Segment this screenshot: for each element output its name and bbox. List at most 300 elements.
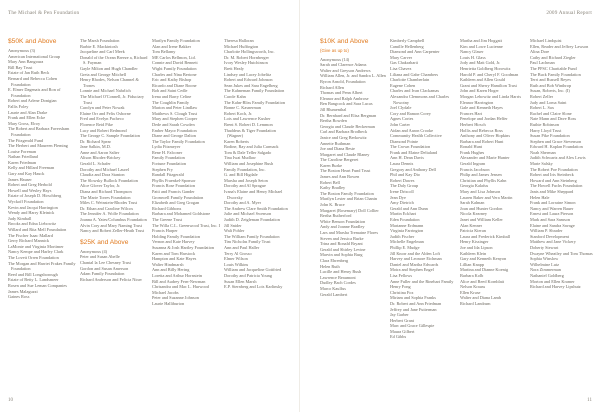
donor-entry: Anonymous (4) bbox=[80, 248, 108, 254]
donor-entry: Jacqueline and Carl Meek bbox=[80, 49, 125, 55]
donor-entry: Jane Salkin, M.D. bbox=[80, 144, 111, 150]
donor-entry: Herbert Hirsch bbox=[460, 121, 486, 127]
donor-entry: Dede and Sarah Cowden bbox=[152, 121, 195, 127]
donor-entry: Howard and Ann Steinberg bbox=[530, 177, 577, 183]
donor-entry: Jeffrey and Jane Futterman bbox=[390, 306, 437, 312]
donor-entry: Gerald and Ann Dunn bbox=[390, 205, 428, 211]
donor-entry: The Fischer Isaac Mallard bbox=[8, 232, 53, 238]
donor-entry: Diana and Richard Thompson bbox=[80, 189, 132, 195]
donor-entry: Chantal la Lee Chesney Trust bbox=[80, 259, 131, 265]
donor-entry: Francis Jacobson bbox=[460, 166, 490, 172]
donor-entry: Jill Blumenthal bbox=[320, 106, 347, 112]
donor-entry: Ronald Hunt bbox=[460, 144, 483, 150]
donor-entry: The Crown Foundation bbox=[390, 144, 431, 150]
donor-entry: Gerald L. Schafer bbox=[80, 161, 111, 167]
donor-entry: Lillian Knapp bbox=[460, 261, 484, 267]
donor-entry: Gerald Ingram bbox=[460, 161, 486, 167]
donor-entry: Lydia Fitzmeyer bbox=[152, 144, 181, 150]
donor-entry: Walter and Greyson Andrews bbox=[320, 67, 371, 73]
donor-entry: Dorothy and Michael Laurel bbox=[80, 166, 130, 172]
donor-entry: Georgia and Claude Beckerman bbox=[320, 123, 375, 129]
donor-entry: Anonymous (3) bbox=[8, 48, 36, 53]
donor-entry: Ben Bangcock and Sara Lucas bbox=[320, 101, 373, 107]
donor-entry: Rene H. Falconer bbox=[152, 149, 183, 155]
folio-left: 10 bbox=[8, 398, 13, 403]
donor-entry: Rosen and Sue Leman Companies bbox=[8, 282, 67, 288]
donor-entry: Aidan and Aaron Crooke bbox=[390, 127, 434, 133]
donor-entry: Michael Jacobs bbox=[152, 289, 179, 295]
donor-entry: Donald of the Ocean Breeze a, Richard S. Fayman bbox=[80, 54, 148, 66]
donor-entry: Anne and Aaron Salter bbox=[80, 149, 120, 155]
donor-entry: Tina Iwai Mudlaw bbox=[224, 155, 256, 161]
donor-entry: Terry Al Grosso bbox=[224, 250, 252, 256]
donor-entry: Michael Lindquist bbox=[530, 38, 562, 43]
donor-entry: Ruth and Bob Winthrop bbox=[530, 82, 572, 88]
donor-entry: Miles C. Weinstein-Rhodes Trust bbox=[80, 200, 138, 206]
donor-entry: The Jennifer A. Wolfe Foundation bbox=[80, 211, 139, 217]
donor-entry: Wyckoff Foundation bbox=[8, 199, 44, 205]
donor-entry: Annette Ruthman bbox=[320, 140, 351, 146]
donor-entry: Sean Jukes and Sara Engelberg bbox=[224, 82, 278, 88]
donor-entry: Nancy Kempe and Harley Clark bbox=[8, 249, 64, 255]
donor-entry: Charlotte Chamberlain bbox=[390, 77, 430, 83]
donor-entry: The Caroline Bergeret bbox=[320, 157, 359, 163]
donor-entry: Irene Driscoll bbox=[390, 189, 414, 195]
donor-entry: Eugene Cohen bbox=[390, 82, 416, 88]
donor-entry: Frank and Elaine Deltaland bbox=[390, 149, 438, 155]
donor-entry: Ember Mayor Foundation bbox=[152, 127, 197, 133]
donor-entry: Dr. M. Robert Hornberger bbox=[224, 54, 269, 60]
donor-entry: Peter and Suzanne Johnson bbox=[152, 295, 199, 301]
donor-entry: Harold P. and Cheryl F. Goodman bbox=[460, 71, 519, 77]
donor-entry: Laura and Frederick Kimball bbox=[460, 233, 510, 239]
donor-entry: Sarah Kalman bbox=[460, 200, 485, 206]
donor-entry: John K. Bruce bbox=[320, 202, 345, 208]
donor-entry: James and Ann Bowen bbox=[320, 174, 360, 180]
giving-level-subheading: (Give as up to) bbox=[320, 48, 349, 53]
donor-entry: Lois and Lawrence Kusher bbox=[224, 116, 271, 122]
donor-entry: Maura Gilbert bbox=[390, 328, 415, 334]
donor-entry: Steven and Jessica Burke bbox=[320, 235, 364, 241]
donor-entry: White Benson Foundation bbox=[320, 218, 366, 224]
donor-entry: The Greene Trust bbox=[152, 217, 183, 222]
donor-entry: Andy and Joanne Bradley bbox=[320, 224, 365, 230]
donor-entry: Trina and Ronald Bryant bbox=[320, 241, 363, 247]
donor-entry: Stephen Fry bbox=[152, 166, 173, 172]
donor-entry: The Kahneman Family Foundation bbox=[224, 88, 285, 94]
donor-entry: Joanna A. Yates/Columbus Foundation bbox=[80, 217, 147, 222]
donor-entry: Joel Clydale bbox=[390, 105, 412, 111]
donor-entry: Martha and Jim Hoggatt bbox=[460, 38, 502, 43]
donor-entry: Lawrence Beaumont bbox=[320, 274, 356, 280]
donor-entry: Robert Koch, Jr. bbox=[224, 110, 253, 116]
donor-entry: The Kahn-Bliss Family Foundation bbox=[224, 99, 285, 105]
donor-entry: Agnes Cortes bbox=[390, 116, 414, 122]
donor-entry: Karen Friedman bbox=[8, 159, 37, 165]
donor-entry: Gale and Kenneth Hayes bbox=[460, 105, 503, 111]
donor-entry: Gayle Milton and Hugh Chandler bbox=[80, 65, 138, 71]
donor-entry: Theresa Halloran bbox=[224, 38, 254, 43]
donor-entry: Diane and George Dalton bbox=[152, 133, 196, 139]
donor-entry: Community Health Collective bbox=[390, 133, 442, 139]
donor-entry: Dr. Bernhard and Elisa Bergman bbox=[320, 112, 377, 118]
donor-entry: Clara Ehrenberg bbox=[320, 257, 349, 263]
right-column-4 bbox=[530, 38, 598, 290]
left-column-2 bbox=[80, 38, 148, 282]
donor-entry: Judy and Loma Saint bbox=[530, 99, 567, 105]
donor-entry: Stephen and Grace Stevenson bbox=[530, 138, 582, 144]
donor-entry: Louis Wilkins bbox=[224, 261, 249, 267]
donor-entry: Eden Foundation bbox=[390, 217, 420, 222]
donor-entry: Gromwell Family Foundation bbox=[152, 194, 204, 200]
donor-entry: Ernest and Laura Pierson bbox=[530, 211, 574, 217]
donor-entry: Robert and Greg Herbold bbox=[8, 182, 52, 188]
donor-entry: Richard and Harvey Lipshutz bbox=[530, 284, 581, 290]
donor-entry: Gas Chakrabarti bbox=[390, 60, 419, 66]
donor-entry: ME Carlos Bellmon, Ltd. bbox=[152, 54, 196, 60]
donor-entry: Terri and Russell Reyes bbox=[530, 77, 571, 83]
donor-entry: Peter and Susan Abelle bbox=[80, 254, 120, 260]
donor-entry: Francis Rose Foundation bbox=[152, 183, 195, 189]
donor-entry: Kevin and Jacqui Harrington bbox=[8, 204, 58, 210]
donor-entry: The Robert and Barbara Faversham Foundation bbox=[8, 126, 70, 137]
donor-entry: The Lovett Orren Foundation bbox=[8, 254, 59, 260]
donor-entry: Matthew and Jane Vickery bbox=[530, 239, 576, 245]
donor-entry: Karen Roberts bbox=[224, 138, 249, 144]
donor-entry: Tom & Dale Teller Salgado bbox=[224, 149, 272, 155]
donor-entry: Elmer Wilson bbox=[224, 256, 248, 262]
donor-entry: Holding Family Foundation bbox=[152, 233, 200, 239]
donor-entry: Ellen, Reader and Jeffrey Lawson bbox=[530, 43, 589, 49]
donor-entry: Alexandra Clemmons and Charles Nowotny bbox=[390, 93, 450, 105]
donor-entry: Nancy and Warren Bauer bbox=[530, 205, 574, 211]
donor-entry: Patti and Francis Gander bbox=[152, 189, 195, 195]
donor-entry: Robert and Edward Johnson bbox=[224, 77, 273, 83]
donor-entry: Reed and Bill Longsborough bbox=[8, 271, 58, 277]
donor-entry: Bob and Saint Cedle bbox=[152, 88, 188, 94]
donor-entry: Dorothy and A. Myer bbox=[224, 200, 261, 206]
donor-entry: Dorothy and Al Sprague bbox=[224, 183, 266, 189]
donor-entry: Robert Zeller bbox=[530, 93, 554, 99]
donor-entry: Virginia Farrington bbox=[390, 228, 424, 234]
donor-entry: Ruthie Robinson bbox=[530, 121, 560, 127]
donor-entry: Karen and Tom Harstock bbox=[152, 250, 196, 256]
donor-entry: G. and Bill Higdale bbox=[224, 172, 258, 178]
donor-entry: William P. Shrader bbox=[530, 228, 563, 234]
donor-entry: Marilyn Family Foundation bbox=[152, 38, 200, 43]
right-column-3 bbox=[460, 38, 528, 307]
donor-entry: Ann H. Dean Davis bbox=[390, 155, 424, 161]
donor-entry: The Willa C.L. Greenwood Trust, Inc. I bbox=[152, 222, 221, 228]
donor-entry: Bill Bay Trust bbox=[8, 64, 33, 70]
donor-entry: Gerald and Shirley Levine bbox=[320, 246, 366, 252]
donor-entry: Daniel and Martha Edwards bbox=[390, 261, 439, 267]
donor-entry: Bonne C. Kasnerman bbox=[224, 105, 261, 111]
donor-entry: Lindsey and Lacey Jobelitz bbox=[224, 71, 272, 77]
donor-entry: Nancy and Robert Zeller-Heath Trust bbox=[80, 228, 145, 234]
donor-entry: Kelly and Hillard Freeman bbox=[8, 165, 55, 171]
donor-entry: Florence Reid Pike bbox=[80, 121, 113, 127]
donor-entry: Dr. Ethan and Caroline Wilcox bbox=[80, 205, 134, 211]
donor-entry: Camille Hellenberg bbox=[390, 43, 424, 49]
donor-entry: Jill Snider bbox=[224, 222, 242, 228]
donor-entry: Alison Rhodes-Brickey bbox=[80, 155, 121, 161]
donor-entry: Ivory Wesley Hutchinson bbox=[224, 60, 268, 66]
donor-entry: Miriam and Sophia Franks bbox=[390, 295, 436, 301]
donor-entry: Gary and Kay Hauck bbox=[8, 171, 45, 177]
right-column-2 bbox=[390, 38, 458, 340]
donor-entry: Bertha Bowden bbox=[320, 118, 347, 124]
donor-entry: The Andrew Clare Smith Foundation bbox=[224, 205, 288, 211]
donor-entry: Richard Anderson and Felicia Nirav bbox=[80, 276, 143, 282]
donor-entry: Sophia Winslow bbox=[530, 256, 559, 262]
donor-entry: Mary Gross, Elroy bbox=[8, 120, 41, 126]
donor-entry: Anne Fuller and the Rinehart Family bbox=[390, 278, 454, 284]
donor-entry: Jean Dye bbox=[390, 194, 406, 200]
donor-entry: Lisa Fellows bbox=[390, 272, 413, 278]
donor-entry: Marilyn Lester and Brian Chanin bbox=[320, 196, 378, 202]
donor-entry: Laura Dennis bbox=[390, 161, 414, 167]
donor-entry: Francis Harper bbox=[152, 228, 178, 234]
donor-entry: Janis and Mike Sheppard bbox=[530, 189, 574, 195]
donor-entry: Nicola Kearney bbox=[460, 211, 488, 217]
donor-entry: Kathleen Klein bbox=[460, 250, 487, 256]
donor-entry: Bill and Audrey Fern-Newman bbox=[152, 278, 206, 284]
donor-entry: Alice Glover Taylor, Jr. bbox=[80, 183, 121, 189]
donor-entry: Lars and Marsha Tremaine Flores bbox=[320, 230, 378, 235]
donor-entry: Edward H. Kaplan Foundation bbox=[530, 144, 583, 150]
donor-entry: Family Foundation, Inc. bbox=[224, 166, 266, 172]
donor-entry: Nora Zimmerman bbox=[530, 267, 561, 273]
donor-entry: Christian and Phyllis Kahn bbox=[460, 177, 507, 183]
donor-entry: Ivana's Elaine and Henry Michael Dworsky bbox=[224, 189, 283, 200]
donor-entry: Bertha Rutherford bbox=[320, 213, 352, 219]
donor-entry: Willard and Rita Mell Foundation bbox=[8, 227, 67, 232]
donor-entry: Henrietta Goldberg Horowitz bbox=[460, 65, 511, 71]
donor-entry: Connie and David Bennett bbox=[152, 60, 198, 66]
donor-entry: Martina and Dianne Koenig bbox=[460, 267, 509, 273]
donor-entry: Henry Rhodes, Nelson Channel & Trones bbox=[80, 77, 139, 88]
donor-entry: Charles and Nina Bertone bbox=[152, 71, 197, 77]
donor-entry: Bodine, Ray and Julia Carmack bbox=[224, 144, 279, 150]
donor-entry: The Marsh Foundation bbox=[80, 38, 120, 43]
donor-entry: Richard Landrum bbox=[460, 300, 491, 306]
donor-entry: Margaret (Rosemary) Doll Collier bbox=[320, 207, 379, 213]
donor-entry: American International Group bbox=[8, 53, 61, 59]
donor-entry: Claudia and Dora Stanton bbox=[80, 172, 125, 178]
donor-entry: Judith D. Zeigleman Foundation bbox=[224, 217, 280, 222]
donor-entry: Gerry Richard Mannick bbox=[8, 238, 50, 244]
donor-entry: Marco Kaulfus bbox=[320, 285, 346, 291]
donor-entry: Judy Kimball bbox=[8, 215, 32, 221]
donor-entry: Eleanor Harrington bbox=[460, 99, 494, 105]
donor-entry: Walt Pohler bbox=[224, 228, 245, 234]
donor-entry: Anthony and Oliver Hopkins bbox=[460, 133, 511, 139]
donor-entry: Penelope and Jordan Helfer bbox=[460, 116, 508, 122]
donor-entry: Thaddeus & Tiger Foundation (Wagner) bbox=[224, 127, 276, 139]
donor-entry: The Fitzgerald Fund bbox=[8, 137, 44, 143]
donor-entry: Jill Knorr and the Alden Loft bbox=[390, 250, 441, 256]
donor-entry: Robert L. Sax bbox=[530, 105, 554, 111]
donor-entry: Joe and Ida Lipson bbox=[460, 244, 493, 250]
donor-entry: Nelson Krauss bbox=[460, 284, 486, 290]
donor-entry: Herbert Grant bbox=[390, 317, 414, 323]
donor-entry: Wilhelmine Lutz bbox=[530, 261, 560, 267]
donor-entry: Alina Dore bbox=[530, 49, 550, 55]
donor-entry: Judith Fischer bbox=[390, 233, 415, 239]
donor-entry: Robert Dawes bbox=[390, 177, 415, 183]
donor-entry: Brent S. Robert D. Lemmon bbox=[224, 121, 273, 127]
donor-entry: The Coughlin Family bbox=[152, 99, 189, 105]
donor-entry: Eleanor and Ralph Ambrose bbox=[320, 95, 369, 101]
donor-entry: Family Foundation bbox=[152, 155, 185, 161]
donor-entry: Joan and Hunter Gordon bbox=[460, 205, 503, 211]
donor-entry: Elizabeth and Greg Grogan bbox=[152, 200, 200, 206]
donor-entry: Marianne Erdmann bbox=[390, 222, 424, 228]
donor-entry: Nate Mann and Dave Ross bbox=[530, 116, 577, 122]
donor-entry: Howell and Wesley Hays bbox=[8, 187, 52, 193]
donor-entry: Helen Hale bbox=[530, 194, 550, 200]
donor-entry: Adam Family Foundation bbox=[80, 271, 125, 277]
donor-entry: Walter Hindmarsh bbox=[152, 261, 184, 267]
donor-entry: Lucy and Robert Redmond bbox=[80, 127, 127, 133]
donor-entry: Charlotte Hollingsworth, Inc. bbox=[224, 49, 275, 55]
donor-entry: Estate of Jan Ruth Beck bbox=[8, 70, 50, 76]
donor-entry: The Boston Heart Fund Trust bbox=[320, 168, 371, 174]
donor-entry: Brett Healy bbox=[224, 65, 244, 71]
donor-entry: Tom Bellamy bbox=[152, 49, 176, 55]
donor-entry: Barbara Kolb bbox=[460, 272, 484, 278]
donor-entry: Alan and Irene Bakker bbox=[152, 43, 192, 49]
donor-entry: Frank and Ellen Ecke bbox=[8, 115, 46, 121]
donor-entry: The Morgan and Harriet Frakes Family Foundation bbox=[8, 260, 76, 272]
donor-entry: Ellen Kruse bbox=[460, 289, 481, 295]
right-page bbox=[300, 0, 600, 412]
donor-entry: Joe and Diana Beste bbox=[320, 146, 355, 152]
donor-entry: Marie Salsky bbox=[530, 161, 553, 167]
donor-entry: Marvin and Sophia Burg bbox=[320, 252, 363, 258]
donor-entry: Martin Eckhart bbox=[390, 211, 417, 217]
donor-entry: Mary and Stephen Cooper bbox=[152, 116, 198, 122]
donor-entry: Fortune Foundation bbox=[152, 161, 187, 167]
donor-entry: Phillip E. Mudge bbox=[390, 244, 420, 250]
donor-entry: Marc and Grace Gillespie bbox=[390, 323, 435, 329]
donor-entry: Jay Garber bbox=[390, 312, 409, 318]
donor-entry: Louise Foreman bbox=[8, 148, 37, 154]
giving-level-heading: $25K and Above bbox=[80, 238, 129, 246]
donor-entry: Morton and Ellen Kramer bbox=[530, 278, 575, 284]
donor-entry: Charles and Ivan Clackamas bbox=[390, 88, 440, 94]
donor-entry: William Allen, Jr. and Sandra L. Allen bbox=[320, 73, 386, 79]
donor-entry: Kathy Bradley bbox=[320, 185, 346, 191]
donor-entry: Harry Lloyd Trust bbox=[530, 127, 562, 133]
donor-entry: Anonymous (14) bbox=[320, 56, 350, 62]
donor-entry: Byron Arnold, Foundation bbox=[320, 78, 366, 84]
donor-entry: The Herbert and Maureen Fleming bbox=[8, 143, 68, 149]
donor-entry: Kimberly Campbell bbox=[390, 38, 425, 43]
donor-entry: E. Elmer Dagenais and Ron of Foundation bbox=[8, 87, 61, 98]
donor-entry: Alan Kenner bbox=[460, 222, 483, 228]
donor-entry: E.P. Sternberg and Lois Karlinsky bbox=[224, 284, 283, 290]
donor-entry: Lonnie and Michael Nahrlich bbox=[80, 88, 131, 94]
donor-entry: Dwayne Wheatley and Tom Thomas bbox=[530, 250, 593, 256]
donor-entry: Cathy and Richard Ziegler bbox=[530, 54, 576, 60]
donor-entry: Christina Fox bbox=[390, 289, 414, 295]
donor-entry: Helen Ruth bbox=[320, 263, 340, 269]
donor-entry: Carole Kahn bbox=[224, 93, 246, 99]
donor-entry: Vernon and Kate Harvey bbox=[152, 239, 195, 245]
donor-entry: Eric and Kathy Bishop bbox=[152, 77, 192, 83]
donor-entry: Robert and Arlene Donigian bbox=[8, 98, 57, 104]
donor-entry: The Buck Family Foundation bbox=[530, 71, 581, 77]
donor-entry: Phil and Kay Dio bbox=[390, 172, 420, 178]
donor-entry: Lauren Baker and Vera Martin bbox=[460, 194, 513, 200]
donor-entry: Diamond Pointe bbox=[390, 138, 419, 144]
donor-entry: Marsha and Joseph Seton bbox=[224, 177, 268, 183]
donor-entry: Sarah and Clarence Adams bbox=[320, 62, 367, 68]
donor-entry: Karen Burke bbox=[320, 162, 343, 168]
donor-entry: Frank and Lorraine Simon bbox=[530, 200, 576, 206]
donor-entry: Michael Huffington bbox=[224, 43, 259, 49]
donor-entry: Dr. Richard Spear bbox=[80, 138, 111, 144]
donor-entry: Carl and Barbara Brodbeck bbox=[320, 129, 368, 135]
donor-entry: Phyllis Fraenkel-Sponsor bbox=[152, 177, 196, 183]
donor-entry: Lisa Chavez bbox=[390, 65, 412, 71]
donor-entry: Loretta and Arthur Hornstein bbox=[152, 272, 202, 278]
donor-entry: Ann and Billy Hering bbox=[152, 267, 190, 273]
donor-entry: The Marie Torres Foundation bbox=[80, 194, 131, 200]
running-head-left: The Michael & Pen Foundation bbox=[8, 10, 80, 16]
donor-entry: William and Jacqueline Gottfried bbox=[224, 267, 282, 273]
donor-entry: Margaret and Claude Blaney bbox=[320, 151, 370, 157]
donor-entry: Henry Kissinger bbox=[460, 239, 489, 245]
donor-entry: Janice and Greg Berkowitz bbox=[320, 134, 367, 140]
donor-entry: James Malaguzzi bbox=[8, 288, 38, 294]
donor-entry: Philip and James Jensen bbox=[460, 172, 502, 178]
donor-entry: Thomas and Penn Albert bbox=[320, 90, 363, 96]
donor-entry: Ann and Paul Haller bbox=[224, 244, 260, 250]
donor-entry: Nathan Friedland bbox=[8, 154, 38, 160]
left-column-4 bbox=[224, 38, 292, 290]
donor-entry: Hampton and Kate Hayes bbox=[152, 256, 197, 262]
left-column-1 bbox=[8, 38, 76, 300]
donor-entry: Grant and Sherry Hamilton Trust bbox=[460, 82, 517, 88]
donor-entry: Mary Carver bbox=[390, 54, 413, 60]
donor-entry: Julie and Michael Swenson bbox=[224, 211, 272, 217]
donor-entry: Liliana and Gabe Chambers bbox=[390, 71, 439, 77]
donor-entry: Estate of Joseph D. Hirschberg bbox=[8, 193, 62, 199]
donor-entry: Noah Sherman bbox=[530, 149, 556, 155]
donor-entry: Richard Gibbons bbox=[152, 205, 182, 211]
donor-entry: Wight Family Foundation bbox=[152, 65, 197, 71]
donor-entry: The Boston Family Foundation bbox=[320, 190, 374, 196]
donor-entry: Tim Nicholas Family Trust bbox=[224, 239, 271, 245]
donor-entry: Nathaniel Goldberg bbox=[530, 272, 564, 278]
donor-entry: Alice and Reed Kornblatt bbox=[460, 278, 505, 284]
donor-entry: Irena and Barry Celine bbox=[152, 93, 192, 99]
donor-entry: LaMonte and Virginia Mortimer bbox=[8, 243, 64, 249]
donor-entry: Gary and Kenneth Kenyon bbox=[460, 256, 507, 262]
donor-entry: Marion and Peter Lindlaw bbox=[152, 105, 198, 111]
donor-entry: Fred and Evelyn Pacheco bbox=[80, 116, 124, 122]
donor-entry: Rachel and Claire Slone bbox=[530, 110, 572, 116]
donor-entry: Moira and Stephen Engel bbox=[390, 267, 434, 273]
donor-entry: Mark and Sara Samson bbox=[530, 217, 570, 222]
donor-entry: Richard Allen bbox=[320, 84, 344, 90]
donor-entry: Amy Dietrich bbox=[390, 200, 414, 206]
donor-entry: James Hauser bbox=[8, 176, 32, 182]
donor-entry: John Carter bbox=[390, 121, 410, 127]
